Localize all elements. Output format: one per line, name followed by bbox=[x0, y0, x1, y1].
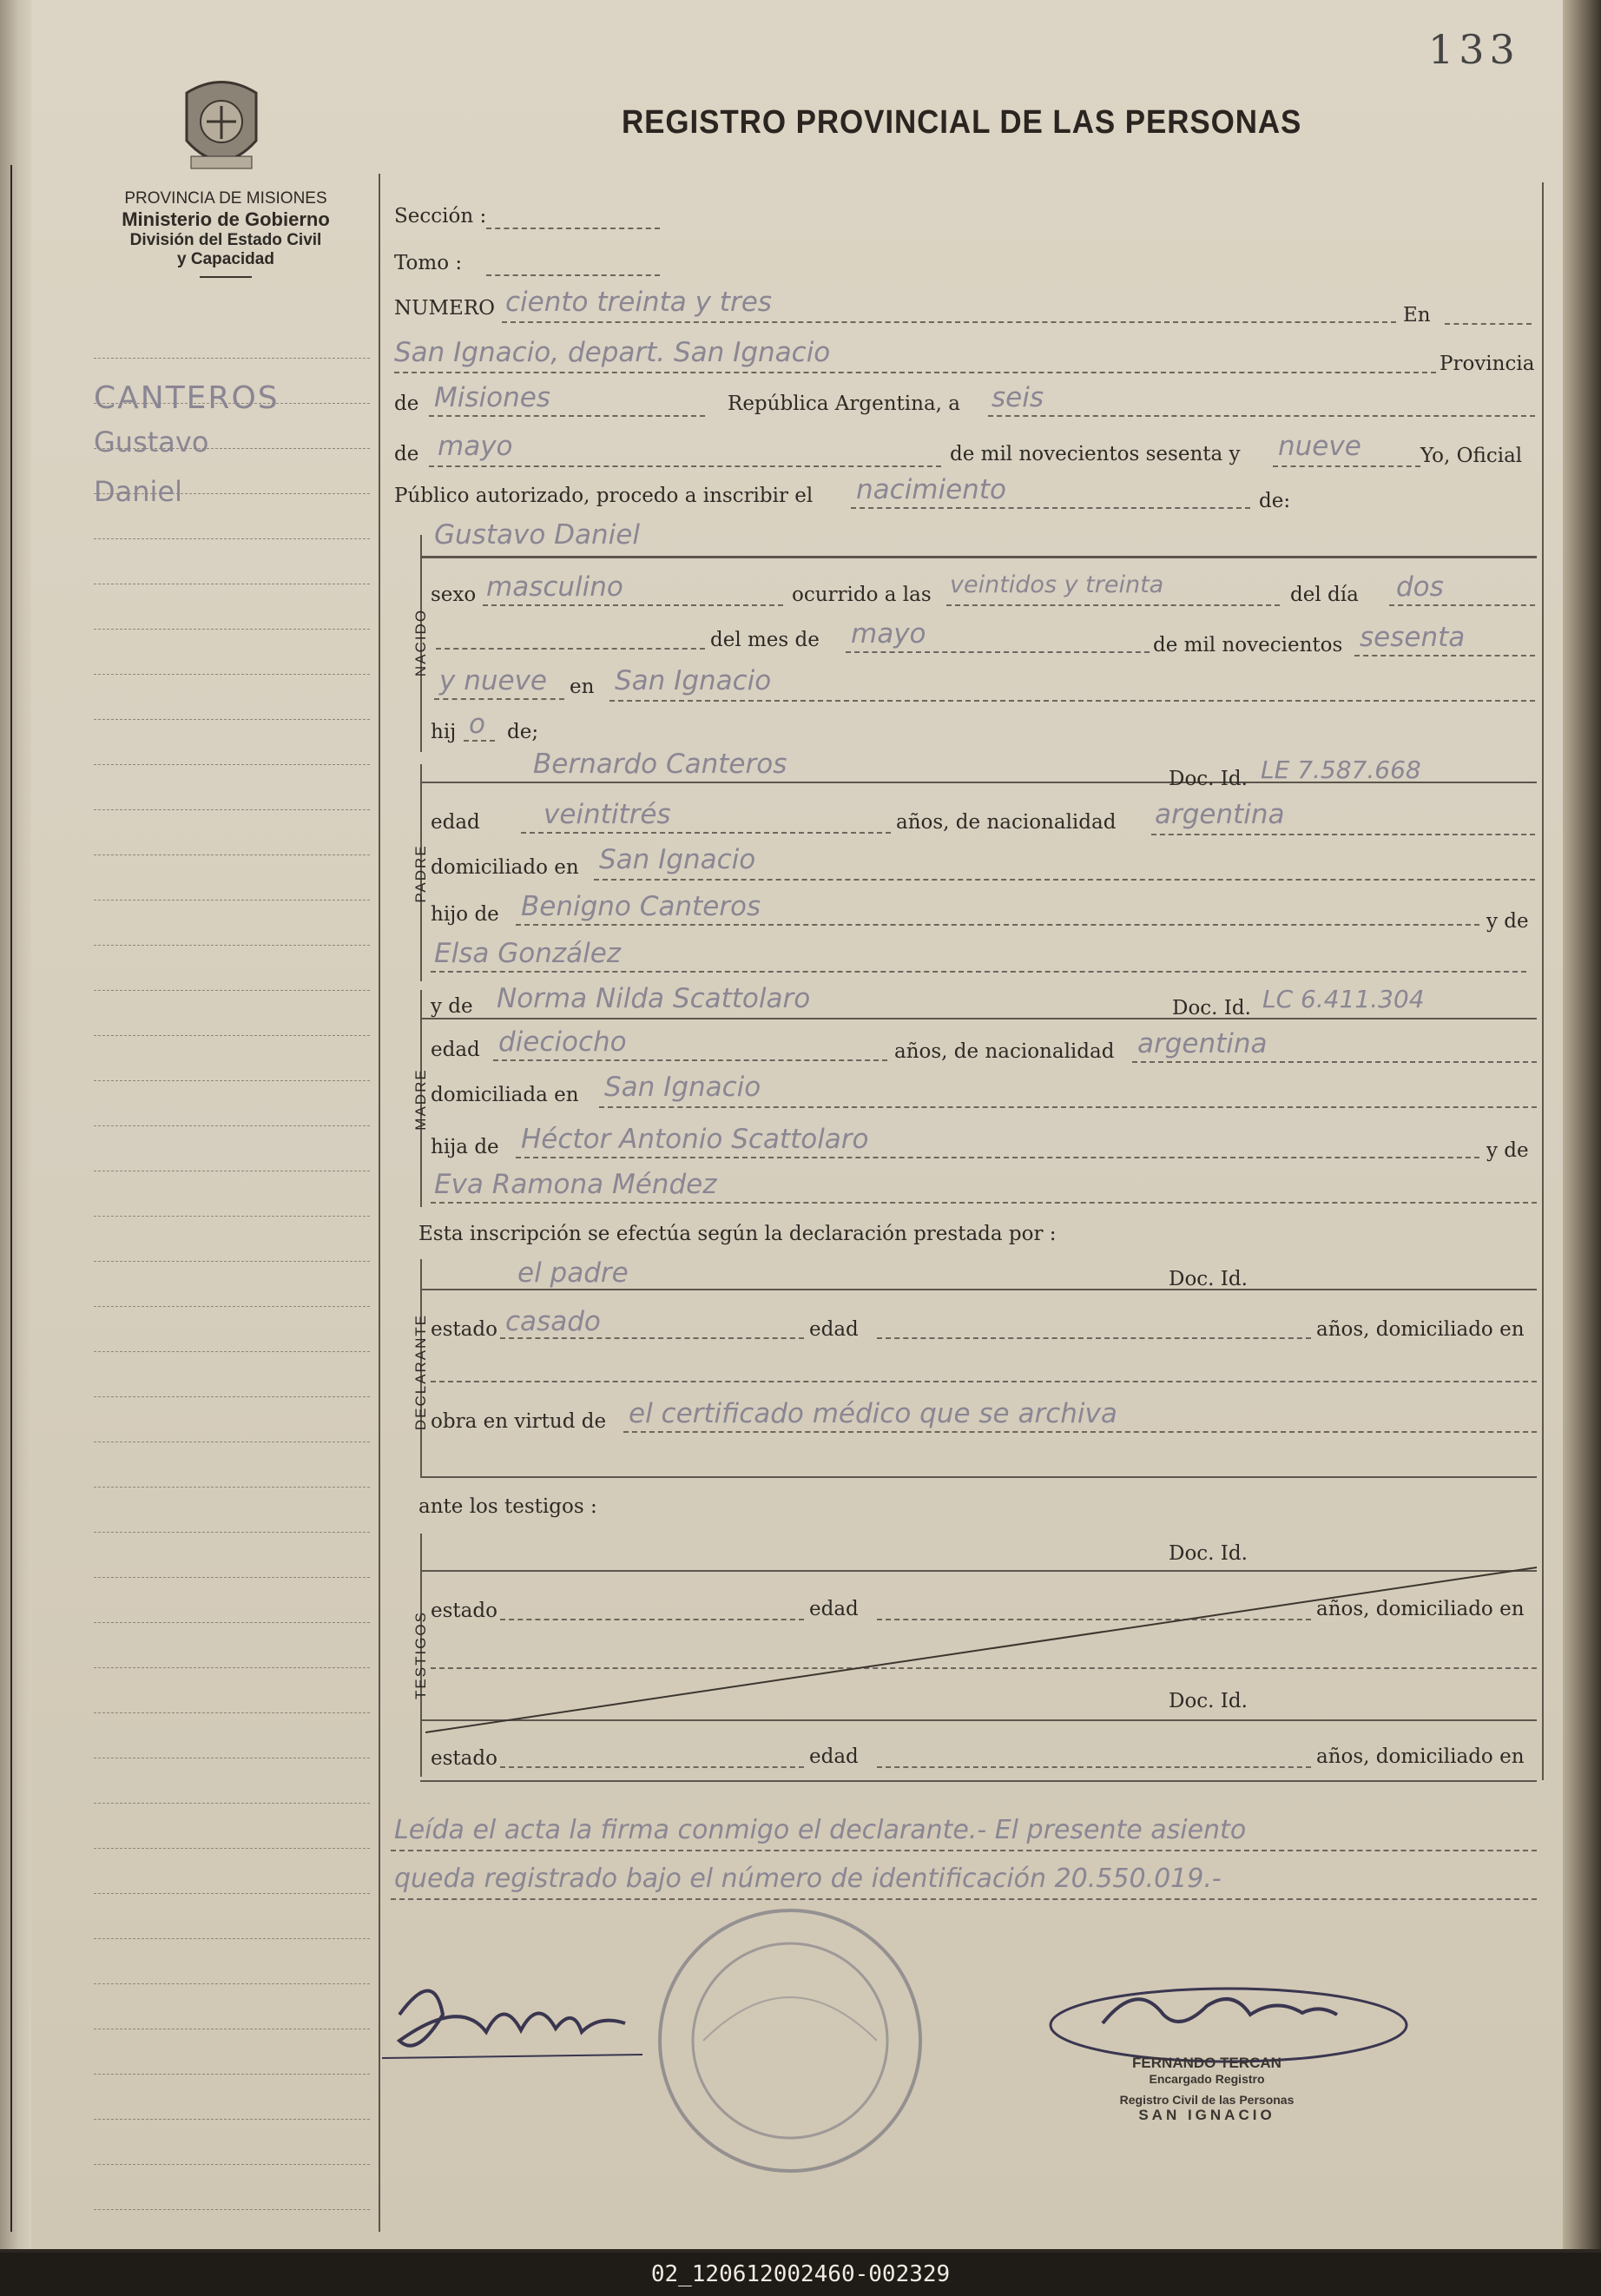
madre-domicilio-label: domiciliada en bbox=[431, 1084, 579, 1106]
padre-section-label: PADRE bbox=[412, 844, 429, 903]
anio-line bbox=[1273, 465, 1420, 467]
acto-line bbox=[851, 507, 1250, 509]
sexo-label: sexo bbox=[431, 584, 477, 606]
del-mes-label: del mes de bbox=[710, 629, 820, 651]
nota-line-1-rule bbox=[391, 1850, 1537, 1851]
madre-madre-value: Eva Ramona Méndez bbox=[434, 1169, 717, 1200]
de-mil-label: de mil novecientos bbox=[1153, 634, 1343, 656]
given-name-2: Daniel bbox=[94, 475, 182, 508]
sexo-value: masculino bbox=[486, 571, 623, 603]
madre-section-label: MADRE bbox=[412, 1068, 429, 1131]
declarant-signature-icon bbox=[382, 1963, 669, 2075]
de-semicolon-label: de; bbox=[507, 721, 539, 743]
surname-entry: CANTEROS bbox=[94, 380, 280, 416]
declarante-section-label: DECLARANTE bbox=[412, 1313, 429, 1431]
index-rule-line bbox=[94, 1080, 370, 1081]
testigo1-estado-label: estado bbox=[431, 1600, 497, 1622]
acto-value: nacimiento bbox=[856, 474, 1006, 505]
declarante-doc-label: Doc. Id. bbox=[1169, 1268, 1248, 1290]
index-rule-line bbox=[94, 854, 370, 855]
padre-doc-label: Doc. Id. bbox=[1169, 768, 1248, 790]
padre-domicilio-label: domiciliado en bbox=[431, 856, 579, 879]
padre-domicilio-line bbox=[594, 879, 1535, 881]
ministry-label: Ministerio de Gobierno bbox=[122, 208, 330, 230]
mes-blank-line bbox=[436, 648, 705, 650]
testigo1-doc-label: Doc. Id. bbox=[1169, 1542, 1248, 1565]
madre-edad-label: edad bbox=[431, 1039, 480, 1061]
tomo-label: Tomo : bbox=[394, 252, 463, 274]
index-rule-line bbox=[94, 764, 370, 765]
seccion-label: Sección : bbox=[394, 205, 487, 228]
index-rule-line bbox=[94, 1351, 370, 1352]
index-rule-line bbox=[94, 2209, 370, 2210]
dia-nacimiento-value: dos bbox=[1396, 571, 1444, 603]
numero-value: ciento treinta y tres bbox=[505, 287, 772, 318]
column-divider bbox=[379, 174, 380, 2232]
de-label: de bbox=[394, 393, 419, 415]
nacido-top-line bbox=[420, 556, 1537, 558]
header-divider bbox=[200, 276, 252, 278]
provincia-line bbox=[429, 415, 705, 417]
sexo-line bbox=[483, 604, 783, 606]
stamp-name: FERNANDO TERCAN bbox=[1132, 2055, 1281, 2071]
anio-nac-a-value: sesenta bbox=[1360, 622, 1466, 653]
lugar-nacimiento-value: San Ignacio bbox=[615, 665, 772, 696]
margin-line bbox=[10, 165, 12, 2232]
nota-line-2: queda registrado bajo el número de identificación 20.550.019.- bbox=[394, 1864, 1222, 1894]
nacido-nombre-value: Gustavo Daniel bbox=[434, 519, 640, 551]
index-rule-line bbox=[94, 809, 370, 810]
obra-value: el certificado médico que se archiva bbox=[629, 1398, 1117, 1429]
numero-line bbox=[502, 321, 1396, 323]
declarante-anos-label: años, domiciliado en bbox=[1316, 1318, 1525, 1341]
hora-line bbox=[946, 604, 1280, 606]
hora-value: veintidos y treinta bbox=[950, 571, 1164, 598]
publico-label: Público autorizado, procedo a inscribir el bbox=[394, 485, 814, 507]
anio-nac-a-line bbox=[1354, 655, 1535, 656]
testigo2-edad-line bbox=[877, 1766, 1311, 1768]
padre-hijo-de-label: hijo de bbox=[431, 903, 499, 926]
index-rule-line bbox=[94, 719, 370, 720]
mes-inscripcion-value: mayo bbox=[438, 431, 513, 462]
republica-label: República Argentina, a bbox=[728, 393, 961, 415]
hij-suffix-line bbox=[464, 740, 495, 742]
declarante-estado-line bbox=[500, 1337, 804, 1339]
lugar-line bbox=[394, 372, 1436, 373]
provincia-value: Misiones bbox=[434, 382, 550, 413]
index-rule-line bbox=[94, 1848, 370, 1849]
index-rule-line bbox=[94, 1261, 370, 1262]
official-signature-icon bbox=[1042, 1971, 1415, 2067]
testigo1-anos-label: años, domiciliado en bbox=[1316, 1598, 1525, 1620]
nacido-section-label: NACIDO bbox=[412, 608, 429, 677]
declarante-estado-value: casado bbox=[505, 1306, 601, 1337]
padre-hijo-de-value: Benigno Canteros bbox=[521, 891, 761, 922]
index-rule-line bbox=[94, 1622, 370, 1623]
madre-nacionalidad-label: años, de nacionalidad bbox=[894, 1040, 1115, 1063]
index-rule-line bbox=[94, 1803, 370, 1804]
index-rule-line bbox=[94, 1035, 370, 1036]
madre-hija-de-label: hija de bbox=[431, 1136, 499, 1158]
madre-madre-line bbox=[431, 1202, 1537, 1204]
madre-doc-value: LC 6.411.304 bbox=[1262, 985, 1425, 1013]
padre-madre-line bbox=[431, 971, 1526, 973]
index-rule-line bbox=[94, 1577, 370, 1578]
padre-madre-value: Elsa González bbox=[434, 938, 622, 969]
testigo2-anos-label: años, domiciliado en bbox=[1316, 1745, 1525, 1768]
ocurrido-label: ocurrido a las bbox=[792, 584, 932, 606]
mes-nacimiento-line bbox=[846, 651, 1150, 653]
madre-y-de-label: y de bbox=[431, 995, 473, 1018]
de-label-2: de bbox=[394, 443, 419, 465]
madre-edad-line bbox=[493, 1059, 887, 1061]
padre-domicilio-value: San Ignacio bbox=[599, 844, 756, 875]
del-dia-label: del día bbox=[1290, 584, 1359, 606]
nota-line-2-rule bbox=[391, 1898, 1537, 1900]
de-colon-label: de: bbox=[1259, 490, 1291, 512]
padre-edad-value: veintitrés bbox=[544, 799, 671, 830]
index-rule-line bbox=[94, 945, 370, 946]
hij-label: hij bbox=[431, 721, 457, 743]
declarante-estado-label: estado bbox=[431, 1318, 497, 1341]
anio-inscripcion-value: nueve bbox=[1278, 431, 1361, 462]
madre-top-line bbox=[420, 1018, 1537, 1019]
testigos-crossout bbox=[425, 1563, 1545, 1737]
mes-inscripcion-line bbox=[429, 465, 941, 467]
index-rule-line bbox=[94, 1306, 370, 1307]
page-edge bbox=[1563, 0, 1601, 2249]
hij-suffix-value: o bbox=[469, 709, 485, 740]
padre-edad-line bbox=[521, 832, 891, 834]
madre-nacionalidad-line bbox=[1132, 1061, 1537, 1063]
index-rule-line bbox=[94, 1938, 370, 1939]
obra-label: obra en virtud de bbox=[431, 1410, 607, 1433]
padre-nombre-value: Bernardo Canteros bbox=[533, 749, 787, 780]
seccion-line bbox=[486, 228, 660, 229]
province-label: PROVINCIA DE MISIONES bbox=[124, 189, 327, 208]
official-seal-icon bbox=[651, 1902, 929, 2180]
anio-nac-b-line bbox=[434, 698, 564, 700]
index-rule-line bbox=[94, 1487, 370, 1488]
declarante-top-line bbox=[420, 1289, 1537, 1290]
madre-domicilio-line bbox=[599, 1106, 1537, 1108]
oficial-label: Yo, Oficial bbox=[1420, 445, 1523, 467]
index-rule-line bbox=[94, 538, 370, 539]
index-rule-line bbox=[94, 900, 370, 901]
padre-nacionalidad-line bbox=[1151, 834, 1535, 835]
testigo2-estado-line bbox=[500, 1766, 804, 1768]
lugar-value: San Ignacio, depart. San Ignacio bbox=[394, 337, 831, 368]
testigo2-estado-label: estado bbox=[431, 1747, 497, 1770]
testigos-bottom-line bbox=[420, 1780, 1537, 1782]
testigos-label: ante los testigos : bbox=[418, 1495, 597, 1518]
madre-hija-de-line bbox=[516, 1157, 1479, 1158]
declarante-edad-line bbox=[877, 1337, 1311, 1339]
provincia-label: Provincia bbox=[1440, 353, 1535, 375]
capacity-label: y Capacidad bbox=[177, 250, 274, 268]
index-rule-line bbox=[94, 629, 370, 630]
index-rule-line bbox=[94, 1893, 370, 1894]
padre-nacionalidad-value: argentina bbox=[1155, 799, 1285, 830]
en-line bbox=[1445, 323, 1532, 325]
anio-label: de mil novecientos sesenta y bbox=[950, 443, 1241, 465]
testigos-section-label: TESTIGOS bbox=[412, 1611, 429, 1699]
en-label: En bbox=[1403, 304, 1431, 327]
index-rule-line bbox=[94, 1396, 370, 1397]
index-rule-line bbox=[94, 1712, 370, 1713]
padre-y-de-label: y de bbox=[1486, 910, 1529, 933]
en-nacimiento-label: en bbox=[570, 676, 595, 698]
madre-nombre-value: Norma Nilda Scattolaro bbox=[497, 983, 811, 1014]
index-rule-line bbox=[94, 990, 370, 991]
dia-inscripcion-line bbox=[988, 415, 1535, 417]
page-title: REGISTRO PROVINCIAL DE LAS PERSONAS bbox=[622, 104, 1302, 141]
right-border bbox=[1542, 182, 1544, 1780]
anio-nac-b-value: y nueve bbox=[439, 665, 547, 696]
declaracion-label: Esta inscripción se efectúa según la declaración prestada por : bbox=[418, 1223, 1057, 1245]
madre-doc-label: Doc. Id. bbox=[1172, 997, 1251, 1019]
index-rule-line bbox=[94, 358, 370, 359]
index-rule-line bbox=[94, 1216, 370, 1217]
index-rule-line bbox=[94, 2119, 370, 2120]
index-rule-line bbox=[94, 2074, 370, 2075]
numero-label: NUMERO bbox=[394, 297, 496, 320]
index-rule-line bbox=[94, 2164, 370, 2165]
testigo2-edad-label: edad bbox=[809, 1745, 859, 1768]
madre-hija-de-value: Héctor Antonio Scattolaro bbox=[521, 1124, 869, 1155]
padre-nacionalidad-label: años, de nacionalidad bbox=[896, 811, 1117, 834]
declarante-edad-label: edad bbox=[809, 1318, 859, 1341]
division-label: División del Estado Civil bbox=[129, 231, 322, 249]
testigo2-doc-label: Doc. Id. bbox=[1169, 1690, 1248, 1712]
given-name-1: Gustavo bbox=[94, 426, 209, 459]
index-rule-line bbox=[94, 674, 370, 675]
madre-edad-value: dieciocho bbox=[498, 1026, 627, 1058]
coat-of-arms-icon bbox=[174, 71, 269, 184]
madre-domicilio-value: San Ignacio bbox=[604, 1072, 761, 1103]
madre-nacionalidad-value: argentina bbox=[1137, 1028, 1268, 1059]
declarante-domicilio-line bbox=[431, 1381, 1537, 1382]
declarante-bottom-line bbox=[420, 1476, 1537, 1478]
stamp-role: Encargado Registro bbox=[1149, 2072, 1265, 2086]
book-binding bbox=[0, 0, 31, 2249]
index-rule-line bbox=[94, 1667, 370, 1668]
padre-doc-value: LE 7.587.668 bbox=[1261, 755, 1421, 784]
dia-inscripcion-value: seis bbox=[992, 382, 1044, 413]
index-rule-line bbox=[94, 1125, 370, 1126]
padre-hijo-de-line bbox=[516, 924, 1479, 926]
nota-line-1: Leída el acta la firma conmigo el declarante.- El presente asiento bbox=[394, 1815, 1247, 1845]
lugar-nacimiento-line bbox=[609, 700, 1535, 702]
index-rule-line bbox=[94, 1983, 370, 1984]
page-number: 133 bbox=[1428, 26, 1520, 73]
mes-nacimiento-value: mayo bbox=[851, 618, 926, 650]
obra-line bbox=[623, 1431, 1537, 1433]
declarante-value: el padre bbox=[517, 1257, 629, 1289]
padre-edad-label: edad bbox=[431, 811, 480, 834]
stamp-office: Registro Civil de las Personas bbox=[1119, 2093, 1295, 2107]
dia-nacimiento-line bbox=[1389, 604, 1535, 606]
tomo-line bbox=[486, 274, 660, 276]
index-rule-line bbox=[94, 1532, 370, 1533]
testigo1-edad-label: edad bbox=[809, 1598, 859, 1620]
madre-y-de-label-2: y de bbox=[1486, 1139, 1529, 1162]
image-id-footer: 02_120612002460-002329 bbox=[0, 2253, 1601, 2296]
stamp-city: SAN IGNACIO bbox=[1138, 2107, 1275, 2123]
